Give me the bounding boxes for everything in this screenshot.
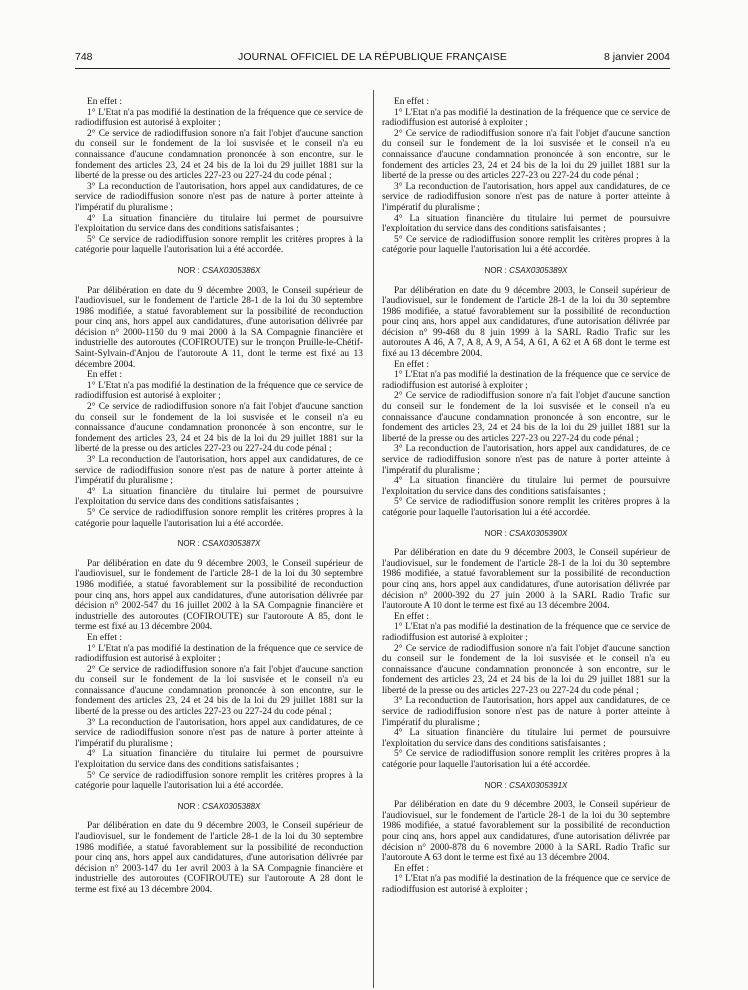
paragraph: 5° Ce service de radiodiffusion sonore remplit les critères propres à la catégorie pour laquelle l'autorisation lui a été accordée.: [382, 749, 670, 771]
paragraph: 2° Ce service de radiodiffusion sonore n'a fait l'objet d'aucune sanction du conseil sur le fondement de la loi susvisée et le conseil n'a eu connaissance d'aucune condamnation prononcée à son encontre, sur le fondement des articles 23, 24 et 24 bis de la loi du 29 juillet 1881 sur la liberté de la presse ou des articles 227-23 ou 227-24 du code pénal ;: [75, 402, 363, 455]
nor-label: NOR :: [177, 265, 203, 275]
paragraph: 2° Ce service de radiodiffusion sonore n'a fait l'objet d'aucune sanction du conseil sur le fondement de la loi susvisée et le conseil n'a eu connaissance d'aucune condamnation prononcée à son encontre, sur le fondement des articles 23, 24 et 24 bis de la loi du 29 juillet 1881 sur la liberté de la presse ou des articles 227-23 ou 227-24 du code pénal ;: [382, 128, 670, 182]
right-column: [382, 97, 670, 896]
paragraph: 3° La reconduction de l'autorisation, hors appel aux candidatures, de ce service de radiodiffusion sonore n'est pas de nature à porter atteinte à l'impératif du pluralisme ;: [382, 696, 670, 728]
paragraph: Par délibération en date du 9 décembre 2003, le Conseil supérieur de l'audiovisuel, sur le fondement de l'article 28-1 de la loi du 30 septembre 1986 modifiée, a statué favorablement sur la possibilité de reconduction pour cinq ans, hors appel aux candidatures, d'une autorisation délivrée par décision n° 2000-392 du 27 juin 2000 à la SARL Radio Trafic sur l'autoroute A 10 dont le terme est fixé au 13 décembre 2004.: [382, 548, 670, 612]
column-divider: [373, 90, 374, 988]
nor-label: NOR :: [484, 265, 510, 275]
paragraph: 3° La reconduction de l'autorisation, hors appel aux candidatures, de ce service de radiodiffusion sonore n'est pas de nature à porter atteinte à l'impératif du pluralisme ;: [75, 717, 363, 749]
publication-date: 8 janvier 2004: [604, 51, 670, 63]
paragraph: Par délibération en date du 9 décembre 2003, le Conseil supérieur de l'audiovisuel, sur le fondement de l'article 28-1 de la loi du 30 septembre 1986 modifiée, a statué favorablement sur la possibilité de reconduction pour cinq ans, hors appel aux candidatures, d'une autorisation délivrée par décision n° 2002-547 du 16 juillet 2002 à la SA Compagnie financière et industrielle des autoroutes (COFIROUTE) sur l'autoroute A 85, dont le terme est fixé au 13 décembre 2004.: [75, 558, 363, 633]
paragraph: 5° Ce service de radiodiffusion sonore remplit les critères propres à la catégorie pour laquelle l'autorisation lui a été accordée.: [382, 234, 670, 256]
paragraph: En effet :: [87, 632, 122, 643]
paragraph: 4° La situation financière du titulaire lui permet de poursuivre l'exploitation du service dans des conditions satisfaisantes ;: [75, 486, 363, 508]
paragraph: 4° La situation financière du titulaire lui permet de poursuivre l'exploitation du service dans des conditions satisfaisantes ;: [382, 476, 670, 497]
nor-reference: [75, 266, 363, 277]
paragraph: 4° La situation financière du titulaire lui permet de poursuivre l'exploitation du service dans des conditions satisfaisantes ;: [75, 213, 363, 235]
paragraph: En effet :: [87, 97, 122, 107]
paragraph: Par délibération en date du 9 décembre 2003, le Conseil supérieur de l'audiovisuel, sur le fondement de l'article 28-1 de la loi du 30 septembre 1986 modifiée, a statué favorablement sur la possibilité de reconduction pour cinq ans, hors appel aux candidatures, d'une autorisation délivrée par décision n° 2000-878 du 6 novembre 2000 à la SARL Radio Trafic sur l'autoroute A 63 dont le terme est fixé au 13 décembre 2004.: [382, 800, 670, 864]
nor-reference: [75, 802, 363, 813]
paragraph: 1° L'Etat n'a pas modifié la destination de la fréquence que ce service de radiodiffusion est autorisé à exploiter ;: [75, 380, 363, 402]
nor-reference: [382, 266, 670, 277]
nor-code: CSAX0305391X: [509, 780, 568, 790]
paragraph: Par délibération en date du 9 décembre 2003, le Conseil supérieur de l'audiovisuel, sur le fondement de l'article 28-1 de la loi du 30 septembre 1986 modifiée, a statué favorablement sur la possibilité de reconduction pour cinq ans, hors appel aux candidatures, d'une autorisation délivrée par décision n° 2003-147 du 1er avril 2003 à la SA Compagnie financière et industrielle des autoroutes (COFIROUTE) sur l'autoroute A 28 dont le terme est fixé au 13 décembre 2004.: [75, 821, 363, 895]
paragraph: Par délibération en date du 9 décembre 2003, le Conseil supérieur de l'audiovisuel, sur le fondement de l'article 28-1 de la loi du 30 septembre 1986 modifiée, a statué favorablement sur la possibilité de reconduction pour cinq ans, hors appel aux candidatures, d'une autorisation délivrée par décision n° 99-468 du 8 juin 1999 à la SARL Radio Trafic sur les autoroutes A 46, A 7, A 8, A 9, A 54, A 61, A 62 et A 68 dont le terme est fixé au 13 décembre 2004.: [382, 285, 670, 360]
nor-code: CSAX0305390X: [509, 528, 568, 538]
page-number: 748: [75, 51, 93, 63]
paragraph: 4° La situation financière du titulaire lui permet de poursuivre l'exploitation du service dans des conditions satisfaisantes ;: [75, 749, 363, 771]
paragraph: 2° Ce service de radiodiffusion sonore n'a fait l'objet d'aucune sanction du conseil sur le fondement de la loi susvisée et le conseil n'a eu connaissance d'aucune condamnation prononcée à son encontre, sur le fondement des articles 23, 24 et 24 bis de la loi du 29 juillet 1881 sur la liberté de la presse ou des articles 227-23 ou 227-24 du code pénal ;: [382, 391, 670, 444]
paragraph: 2° Ce service de radiodiffusion sonore n'a fait l'objet d'aucune sanction du conseil sur le fondement de la loi susvisée et le conseil n'a eu connaissance d'aucune condamnation prononcée à son encontre, sur le fondement des articles 23, 24 et 24 bis de la loi du 29 juillet 1881 sur la liberté de la presse ou des articles 227-23 ou 227-24 du code pénal ;: [382, 643, 670, 696]
paragraph: 1° L'Etat n'a pas modifié la destination de la fréquence que ce service de radiodiffusion est autorisé à exploiter ;: [382, 874, 670, 895]
paragraph: 5° Ce service de radiodiffusion sonore remplit les critères propres à la catégorie pour laquelle l'autorisation lui a été accordée.: [75, 507, 363, 529]
page-header: [75, 49, 670, 65]
paragraph: 5° Ce service de radiodiffusion sonore remplit les critères propres à la catégorie pour laquelle l'autorisation lui a été accordée.: [75, 770, 363, 792]
nor-label: NOR :: [177, 539, 203, 549]
paragraph: 4° La situation financière du titulaire lui permet de poursuivre l'exploitation du service dans des conditions satisfaisantes ;: [382, 728, 670, 749]
paragraph: 3° La reconduction de l'autorisation, hors appel aux candidatures, de ce service de radiodiffusion sonore n'est pas de nature à porter atteinte à l'impératif du pluralisme ;: [382, 181, 670, 213]
nor-code: CSAX0305388X: [202, 801, 261, 811]
paragraph: 3° La reconduction de l'autorisation, hors appel aux candidatures, de ce service de radiodiffusion sonore n'est pas de nature à porter atteinte à l'impératif du pluralisme ;: [75, 455, 363, 487]
nor-code: CSAX0305389X: [509, 265, 568, 275]
journal-title: JOURNAL OFFICIEL DE LA RÉPUBLIQUE FRANÇAISE: [238, 51, 507, 63]
paragraph: 1° L'Etat n'a pas modifié la destination de la fréquence que ce service de radiodiffusion est autorisé à exploiter ;: [75, 643, 363, 665]
nor-label: NOR :: [177, 801, 203, 811]
paragraph: En effet :: [394, 611, 429, 622]
paragraph: 4° La situation financière du titulaire lui permet de poursuivre l'exploitation du service dans des conditions satisfaisantes ;: [382, 213, 670, 235]
paragraph: En effet :: [394, 863, 429, 874]
paragraph: En effet :: [394, 359, 429, 370]
paragraph: 3° La reconduction de l'autorisation, hors appel aux candidatures, de ce service de radiodiffusion sonore n'est pas de nature à porter atteinte à l'impératif du pluralisme ;: [75, 181, 363, 213]
nor-reference: [382, 529, 670, 540]
paragraph: 1° L'Etat n'a pas modifié la destination de la fréquence que ce service de radiodiffusion est autorisé à exploiter ;: [382, 622, 670, 643]
nor-label: NOR :: [484, 528, 510, 538]
paragraph: 1° L'Etat n'a pas modifié la destination de la fréquence que ce service de radiodiffusion est autorisé à exploiter ;: [382, 370, 670, 391]
paragraph: Par délibération en date du 9 décembre 2003, le Conseil supérieur de l'audiovisuel, sur le fondement de l'article 28-1 de la loi du 30 septembre 1986 modifiée, a statué favorablement sur la possibilité de reconduction pour cinq ans, hors appel aux candidatures, d'une autorisation délivrée par décision n° 2000-1150 du 9 mai 2000 à la SA Compagnie financière et industrielle des autoroutes (COFIROUTE) sur le tronçon Pruille-le-Chétif-Saint-Sylvain-d'Anjou de l'autoroute A 11, dont le terme est fixé au 13 décembre 2004.: [75, 285, 363, 370]
paragraph: En effet :: [394, 97, 429, 107]
paragraph: 1° L'Etat n'a pas modifié la destination de la fréquence que ce service de radiodiffusion est autorisé à exploiter ;: [382, 107, 670, 129]
paragraph: 5° Ce service de radiodiffusion sonore remplit les critères propres à la catégorie pour laquelle l'autorisation lui a été accordée.: [382, 497, 670, 518]
left-column: [75, 97, 363, 896]
paragraph: 2° Ce service de radiodiffusion sonore n'a fait l'objet d'aucune sanction du conseil sur le fondement de la loi susvisée et le conseil n'a eu connaissance d'aucune condamnation prononcée à son encontre, sur le fondement des articles 23, 24 et 24 bis de la loi du 29 juillet 1881 sur la liberté de la presse ou des articles 227-23 ou 227-24 du code pénal ;: [75, 128, 363, 182]
paragraph: 5° Ce service de radiodiffusion sonore remplit les critères propres à la catégorie pour laquelle l'autorisation lui a été accordée.: [75, 234, 363, 256]
nor-reference: [75, 539, 363, 550]
paragraph: En effet :: [87, 370, 122, 381]
paragraph: 1° L'Etat n'a pas modifié la destination de la fréquence que ce service de radiodiffusion est autorisé à exploiter ;: [75, 107, 363, 129]
nor-reference: [382, 781, 670, 792]
nor-code: CSAX0305386X: [202, 265, 261, 275]
nor-code: CSAX0305387X: [202, 539, 261, 549]
paragraph: 3° La reconduction de l'autorisation, hors appel aux candidatures, de ce service de radiodiffusion sonore n'est pas de nature à porter atteinte à l'impératif du pluralisme ;: [382, 444, 670, 476]
nor-label: NOR :: [484, 780, 510, 790]
paragraph: 2° Ce service de radiodiffusion sonore n'a fait l'objet d'aucune sanction du conseil sur le fondement de la loi susvisée et le conseil n'a eu connaissance d'aucune condamnation prononcée à son encontre, sur le fondement des articles 23, 24 et 24 bis de la loi du 29 juillet 1881 sur la liberté de la presse ou des articles 227-23 ou 227-24 du code pénal ;: [75, 664, 363, 718]
header-rule: [75, 68, 670, 69]
